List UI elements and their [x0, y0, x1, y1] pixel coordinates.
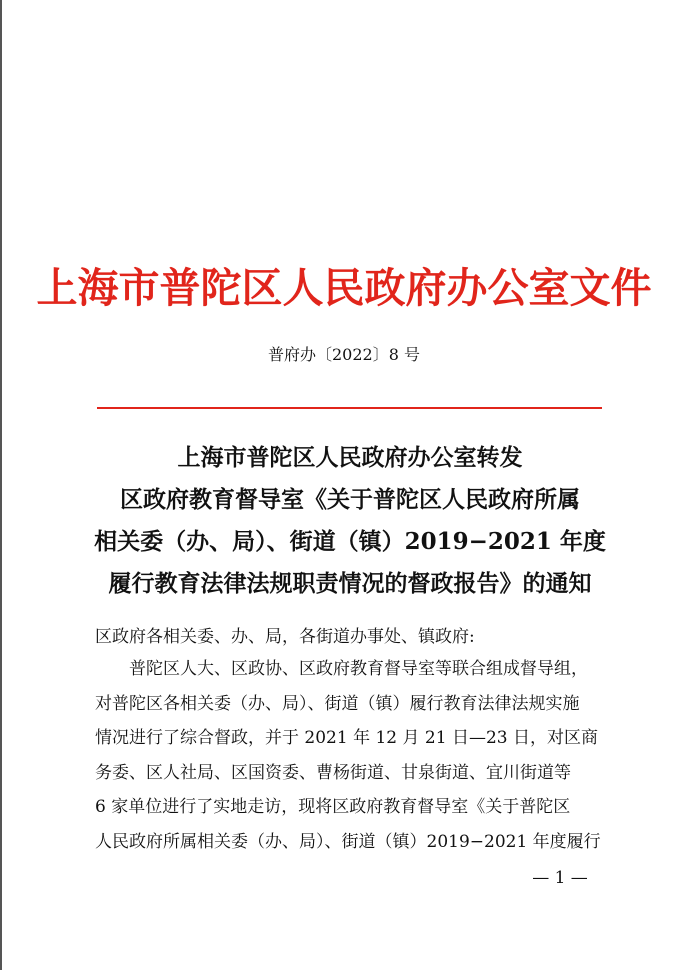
notice-title [80, 437, 620, 605]
notice-title-line: 相关委（办、局）、街道（镇）2019−2021 年度 [94, 528, 606, 555]
header-divider-line [97, 407, 602, 409]
page-number: — 1 — [532, 868, 588, 888]
body-text-line: 对普陀区各相关委（办、局）、街道（镇）履行教育法律法规实施 [95, 693, 580, 714]
document-header-title: 上海市普陀区人民政府办公室文件 [36, 264, 652, 312]
notice-title-line: 履行教育法律法规职责情况的督政报告》的通知 [108, 570, 592, 597]
document-number: 普府办〔2022〕8 号 [268, 345, 420, 364]
body-text-line: 务委、区人社局、区国资委、曹杨街道、甘泉街道、宜川街道等 [95, 762, 571, 783]
addressee-line: 区政府各相关委、办、局，各街道办事处、镇政府: [95, 627, 475, 647]
body-text-line: 情况进行了综合督政，并于 2021 年 12 月 21 日—23 日，对区商 [95, 728, 598, 748]
body-text-line: 普陀区人大、区政协、区政府教育督导室等联合组成督导组， [95, 659, 588, 679]
body-text-line: 6 家单位进行了实地走访，现将区政府教育督导室《关于普陀区 [95, 797, 571, 817]
page-left-edge [0, 0, 2, 970]
body-paragraph [95, 652, 615, 859]
notice-title-line: 上海市普陀区人民政府办公室转发 [177, 444, 523, 471]
body-text-line: 人民政府所属相关委（办、局）、街道（镇）2019−2021 年度履行 [95, 831, 601, 852]
notice-title-line: 区政府教育督导室《关于普陀区人民政府所属 [120, 486, 580, 513]
